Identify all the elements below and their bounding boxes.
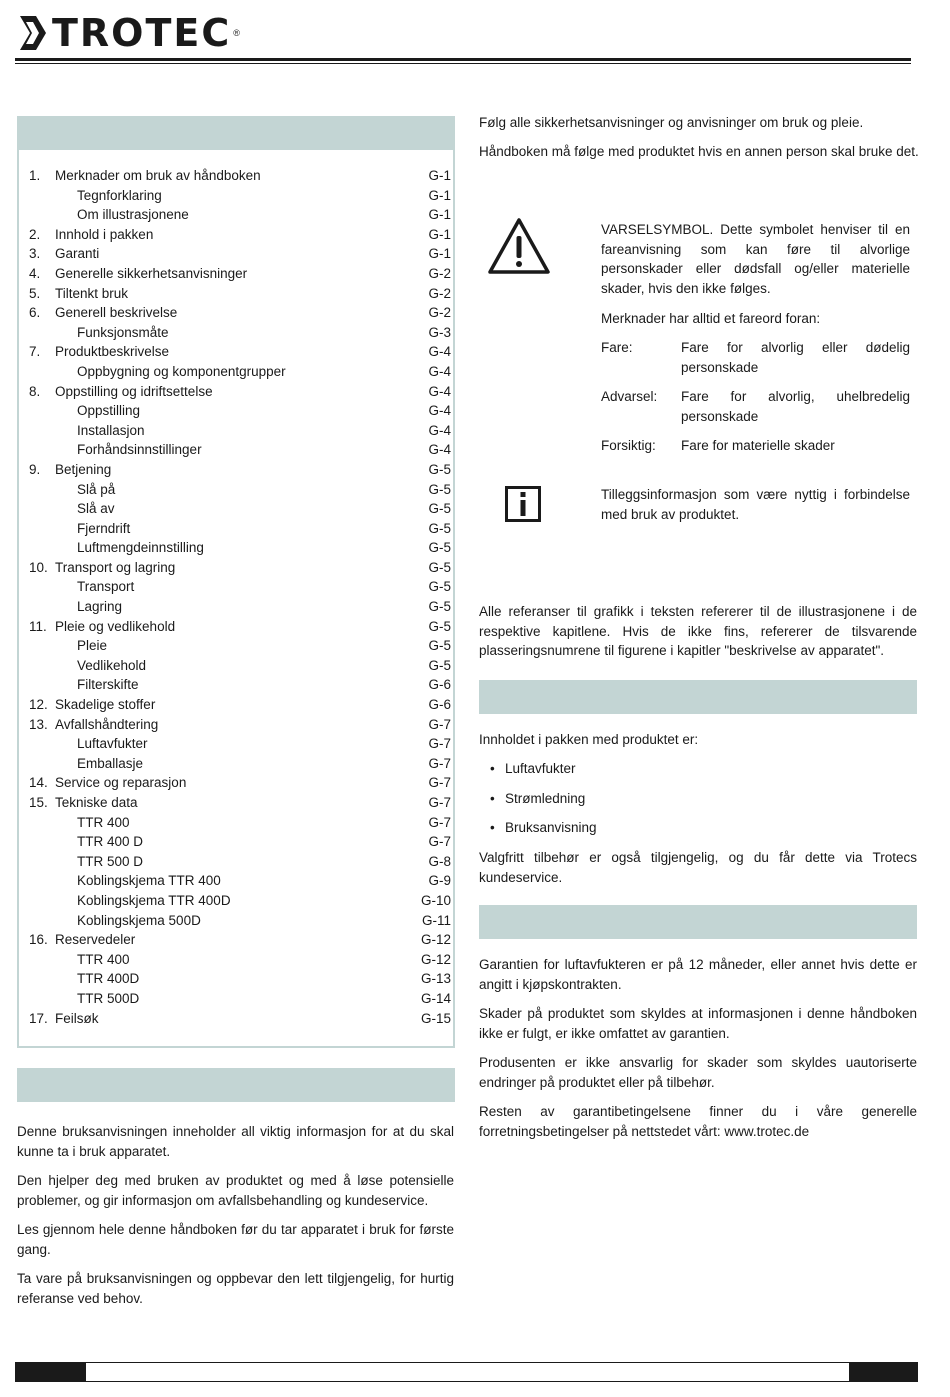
toc-title: Vedlikehold xyxy=(77,657,147,673)
definition-caution xyxy=(601,436,910,456)
toc-number: 10. xyxy=(29,559,48,575)
toc-number: 1. xyxy=(29,168,41,183)
toc-entry xyxy=(29,342,451,362)
toc-title: TTR 500 D xyxy=(77,853,144,869)
definition-warning xyxy=(601,387,910,427)
toc-title: Emballasje xyxy=(77,755,144,771)
package-note: Valgfritt tilbehør er også tilgjengelig, og du får dette via Trotecs kundeservice. xyxy=(479,850,917,885)
toc-entry xyxy=(29,382,451,402)
package-section-bar xyxy=(479,680,917,714)
toc-page-ref: G-5 xyxy=(428,520,451,536)
toc-page-ref: G-7 xyxy=(428,834,451,850)
toc-title: Funksjonsmåte xyxy=(77,324,169,340)
toc-page-ref: G-5 xyxy=(428,579,451,595)
brand-logo xyxy=(18,12,240,54)
table-of-contents xyxy=(29,166,451,1028)
toc-title: Filterskifte xyxy=(77,677,139,693)
toc-page-ref: G-4 xyxy=(428,422,451,438)
warranty-paragraph: Produsenten er ikke ansvarlig for skader som skyldes uautoriserte endringer på produktet eller på tilbehør. xyxy=(479,1055,917,1090)
toc-title: Feilsøk xyxy=(55,1010,99,1026)
toc-title: Forhåndsinnstillinger xyxy=(77,442,202,458)
toc-subentry xyxy=(29,832,451,852)
toc-title: Slå av xyxy=(77,501,115,517)
footer-left-block xyxy=(16,1363,86,1381)
toc-page-ref: G-14 xyxy=(420,990,451,1006)
toc-subentry xyxy=(29,362,451,382)
toc-entry xyxy=(29,930,451,950)
toc-page-ref: G-8 xyxy=(428,853,451,869)
toc-page-ref: G-1 xyxy=(428,246,451,262)
illustrations-paragraph: Alle referanser til grafikk i teksten refererer til de illustrasjonene i de respektive kapitlene. Hvis de ikke fins, refererer de tilsvarende plasseringsnumrene til figurene i kapitler "beskrivelse av apparatet". xyxy=(479,604,917,658)
toc-subentry xyxy=(29,499,451,519)
toc-title: Koblingskjema TTR 400 xyxy=(77,873,221,889)
toc-page-ref: G-1 xyxy=(428,207,451,223)
list-item-text: Luftavfukter xyxy=(505,761,576,776)
toc-title: Generell beskrivelse xyxy=(55,305,178,321)
list-item-text: Strømledning xyxy=(505,791,586,806)
trotec-logo-icon xyxy=(18,14,48,52)
toc-entry xyxy=(29,793,451,813)
toc-subentry xyxy=(29,597,451,617)
warranty-paragraph: Skader på produktet som skyldes at informasjonen i denne håndboken ikke er fulgt, er ikke omfattet av garantien. xyxy=(479,1006,917,1041)
toc-subentry xyxy=(29,871,451,891)
toc-subentry xyxy=(29,538,451,558)
toc-page-ref: G-5 xyxy=(428,501,451,517)
toc-title: Installasjon xyxy=(77,422,145,438)
toc-title: Garanti xyxy=(55,246,100,262)
toc-entry xyxy=(29,558,451,578)
toc-title: TTR 500D xyxy=(77,990,140,1006)
toc-title: Produktbeskrivelse xyxy=(55,344,170,360)
toc-page-ref: G-7 xyxy=(428,736,451,752)
toc-title: Luftmengdeinnstilling xyxy=(77,540,204,556)
bullet-icon: • xyxy=(490,761,495,776)
toc-number: 8. xyxy=(29,383,41,399)
definition-term: Fare: xyxy=(601,340,633,355)
info-symbol-text: Tilleggsinformasjon som være nyttig i forbindelse med bruk av produktet. xyxy=(601,487,910,522)
toc-entry xyxy=(29,460,451,480)
info-icon xyxy=(505,486,541,522)
manual-paragraph: Den hjelper deg med bruken av produktet og med å løse potensielle problemer, og gir informasjon om avfallsbehandling og kundeservice. xyxy=(17,1173,454,1208)
toc-subentry xyxy=(29,891,451,911)
toc-page-ref: G-2 xyxy=(428,265,451,281)
toc-entry xyxy=(29,284,451,304)
toc-subentry xyxy=(29,813,451,833)
toc-title: Koblingskjema 500D xyxy=(77,912,201,928)
toc-subentry xyxy=(29,754,451,774)
toc-number: 4. xyxy=(29,265,41,281)
toc-subentry xyxy=(29,675,451,695)
toc-page-ref: G-5 xyxy=(428,481,451,497)
toc-title: Reservedeler xyxy=(55,932,136,948)
toc-page-ref: G-6 xyxy=(428,697,451,713)
definition-term: Forsiktig: xyxy=(601,438,656,453)
toc-page-ref: G-10 xyxy=(420,892,451,908)
toc-number: 9. xyxy=(29,461,41,477)
manual-notes-section-bar xyxy=(17,1068,455,1102)
toc-entry xyxy=(29,617,451,637)
toc-title: Avfallshåndtering xyxy=(55,716,159,732)
toc-entry xyxy=(29,303,451,323)
intro-paragraph: Håndboken må følge med produktet hvis en annen person skal bruke det. xyxy=(479,144,919,159)
package-intro: Innholdet i pakken med produktet er: xyxy=(479,732,699,747)
toc-subentry xyxy=(29,480,451,500)
toc-page-ref: G-6 xyxy=(428,677,451,693)
warning-symbol-text: VARSELSYMBOL. Dette symbolet henviser til en fareanvisning som kan føre til alvorlige personskader eller dødsfall og/eller materielle skader, hvis den ikke følges. xyxy=(601,222,910,296)
toc-title: Generelle sikkerhetsanvisninger xyxy=(55,265,248,281)
toc-title: Merknader om bruk av håndboken xyxy=(55,168,261,183)
definition-description: Fare for alvorlig, uhelbredelig personskade xyxy=(681,389,910,424)
toc-page-ref: G-2 xyxy=(428,285,451,301)
toc-title: TTR 400 xyxy=(77,814,130,830)
signal-words-intro: Merknader har alltid et fareord foran: xyxy=(601,311,821,326)
manual-paragraph: Ta vare på bruksanvisningen og oppbevar den lett tilgjengelig, for hurtig referanse ved behov. xyxy=(17,1271,454,1306)
toc-subentry xyxy=(29,734,451,754)
toc-page-ref: G-7 xyxy=(428,716,451,732)
toc-page-ref: G-5 xyxy=(428,599,451,615)
toc-page-ref: G-7 xyxy=(428,755,451,771)
list-item-text: Bruksanvisning xyxy=(505,820,597,835)
toc-page-ref: G-4 xyxy=(428,383,451,399)
toc-title: Tegnforklaring xyxy=(77,187,162,203)
toc-subentry xyxy=(29,969,451,989)
toc-number: 7. xyxy=(29,344,41,360)
toc-page-ref: G-5 xyxy=(428,638,451,654)
toc-entry xyxy=(29,244,451,264)
toc-number: 6. xyxy=(29,305,41,321)
toc-page-ref: G-5 xyxy=(428,461,451,477)
toc-page-ref: G-3 xyxy=(428,324,451,340)
page-footer xyxy=(15,1362,918,1382)
toc-title: Skadelige stoffer xyxy=(55,697,156,713)
manual-paragraph: Les gjennom hele denne håndboken før du tar apparatet i bruk for første gang. xyxy=(17,1222,454,1257)
intro-paragraph: Følg alle sikkerhetsanvisninger og anvisninger om bruk og pleie. xyxy=(479,115,864,130)
toc-number: 13. xyxy=(29,716,48,732)
toc-title: Slå på xyxy=(77,481,116,497)
toc-number: 14. xyxy=(29,775,48,791)
toc-page-ref: G-1 xyxy=(428,187,451,203)
footer-right-block xyxy=(849,1363,917,1381)
toc-page-ref: G-4 xyxy=(428,442,451,458)
toc-title: Oppstilling og idriftsettelse xyxy=(55,383,213,399)
toc-page-ref: G-9 xyxy=(428,873,451,889)
header-rule-thin xyxy=(15,63,911,64)
toc-subentry xyxy=(29,323,451,343)
toc-number: 11. xyxy=(29,618,47,634)
toc-title: Tiltenkt bruk xyxy=(55,285,129,301)
toc-page-ref: G-5 xyxy=(428,618,451,634)
registered-mark: ® xyxy=(233,28,240,38)
toc-subentry xyxy=(29,401,451,421)
toc-entry xyxy=(29,225,451,245)
toc-subentry xyxy=(29,440,451,460)
warning-triangle-icon xyxy=(487,216,551,276)
toc-page-ref: G-1 xyxy=(428,168,451,183)
toc-title: Koblingskjema TTR 400D xyxy=(77,892,231,908)
toc-title: TTR 400 D xyxy=(77,834,144,850)
toc-page-ref: G-5 xyxy=(428,657,451,673)
toc-number: 17. xyxy=(29,1010,48,1026)
toc-title: TTR 400 xyxy=(77,951,130,967)
toc-number: 3. xyxy=(29,246,41,262)
toc-entry xyxy=(29,773,451,793)
toc-subentry xyxy=(29,989,451,1009)
toc-subentry xyxy=(29,577,451,597)
warranty-section-bar xyxy=(479,905,917,939)
toc-title: Transport xyxy=(77,579,135,595)
toc-entry xyxy=(29,715,451,735)
toc-number: 2. xyxy=(29,226,41,242)
toc-subentry xyxy=(29,421,451,441)
toc-page-ref: G-4 xyxy=(428,363,451,379)
toc-page-ref: G-4 xyxy=(428,403,451,419)
toc-title: Betjening xyxy=(55,461,112,477)
toc-title: Transport og lagring xyxy=(55,559,176,575)
toc-page-ref: G-5 xyxy=(428,540,451,556)
toc-page-ref: G-2 xyxy=(428,305,451,321)
bullet-icon: • xyxy=(490,791,495,806)
toc-title: Service og reparasjon xyxy=(55,775,187,791)
toc-subentry xyxy=(29,911,451,931)
toc-number: 5. xyxy=(29,285,41,301)
toc-title: Lagring xyxy=(77,599,123,615)
bullet-icon: • xyxy=(490,820,495,835)
toc-title: Oppbygning og komponentgrupper xyxy=(77,363,286,379)
toc-title: Luftavfukter xyxy=(77,736,148,752)
toc-page-ref: G-7 xyxy=(428,814,451,830)
toc-page-ref: G-4 xyxy=(428,344,451,360)
header-rule xyxy=(15,58,911,61)
toc-title: Om illustrasjonene xyxy=(77,207,189,223)
toc-title: Tekniske data xyxy=(55,795,138,810)
definition-danger xyxy=(601,338,910,378)
definition-term: Advarsel: xyxy=(601,389,658,404)
toc-title: Pleie xyxy=(77,638,108,654)
toc-subentry xyxy=(29,950,451,970)
toc-title: Oppstilling xyxy=(77,403,141,419)
toc-page-ref: G-5 xyxy=(428,559,451,575)
toc-subentry xyxy=(29,186,451,206)
toc-subentry xyxy=(29,852,451,872)
manual-paragraph: Denne bruksanvisningen inneholder all viktig informasjon for at du skal kunne ta i bruk apparatet. xyxy=(17,1124,454,1159)
toc-title: Pleie og vedlikehold xyxy=(55,618,176,634)
toc-page-ref: G-13 xyxy=(420,971,451,987)
warranty-paragraph: Garantien for luftavfukteren er på 12 måneder, eller annet hvis dette er angitt i kjøpskontrakten. xyxy=(479,957,917,992)
toc-page-ref: G-7 xyxy=(428,795,451,810)
toc-number: 15. xyxy=(29,795,48,810)
toc-title: TTR 400D xyxy=(77,971,140,987)
definition-description: Fare for materielle skader xyxy=(681,438,835,453)
toc-subentry xyxy=(29,656,451,676)
toc-subentry xyxy=(29,205,451,225)
toc-entry xyxy=(29,264,451,284)
toc-page-ref: G-12 xyxy=(420,932,451,948)
toc-entry xyxy=(29,695,451,715)
toc-subentry xyxy=(29,519,451,539)
toc-page-ref: G-1 xyxy=(428,226,451,242)
toc-number: 16. xyxy=(29,932,48,948)
toc-page-ref: G-11 xyxy=(421,912,451,928)
toc-title: Fjerndrift xyxy=(77,520,131,536)
toc-page-ref: G-7 xyxy=(428,775,451,791)
warranty-paragraph: Resten av garantibetingelsene finner du i våre generelle forretningsbetingelser på nettstedet vårt: www.trotec.de xyxy=(479,1104,917,1139)
toc-entry xyxy=(29,1009,451,1029)
toc-page-ref: G-12 xyxy=(420,951,451,967)
brand-name: TROTEC xyxy=(52,11,232,55)
toc-subentry xyxy=(29,636,451,656)
toc-title: Innhold i pakken xyxy=(55,226,154,242)
toc-entry xyxy=(29,166,451,186)
toc-page-ref: G-15 xyxy=(420,1010,451,1026)
toc-number: 12. xyxy=(29,697,48,713)
definition-description: Fare for alvorlig eller dødelig personskade xyxy=(681,340,910,375)
